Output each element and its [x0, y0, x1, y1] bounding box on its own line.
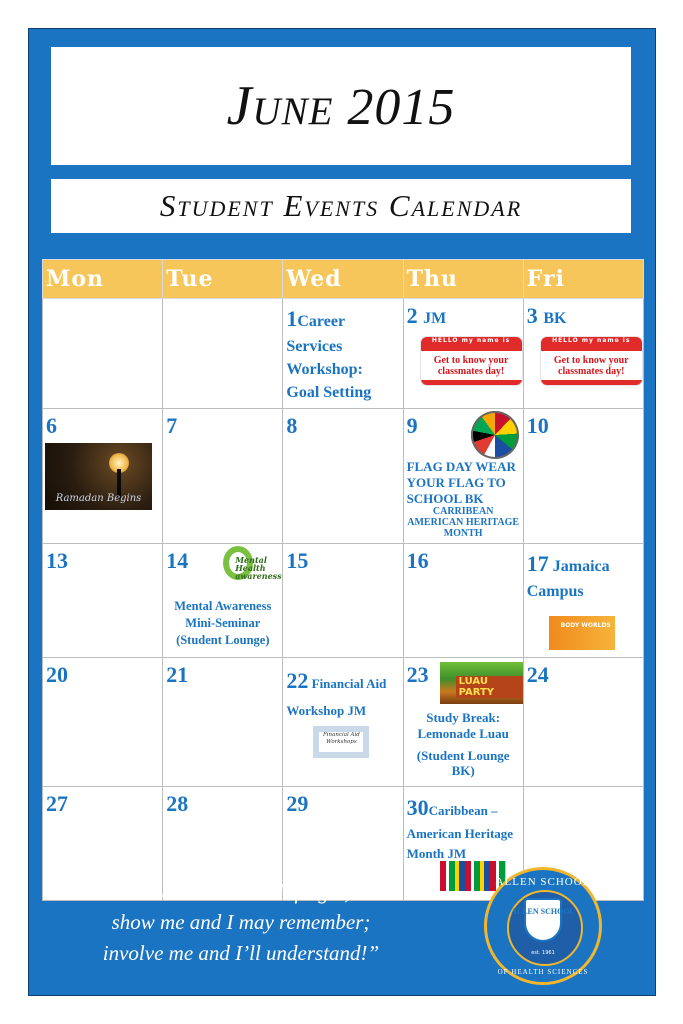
event-text: JM [423, 310, 447, 327]
day-number: 28 [166, 791, 189, 817]
quote [61, 877, 421, 968]
day-number: 22 [286, 668, 309, 694]
day-cell [163, 409, 283, 544]
day-number: 7 [166, 413, 178, 439]
event-text: Jamaica Campus [526, 558, 610, 601]
day-number: 10 [526, 413, 549, 439]
day-cell [283, 409, 403, 544]
week-row [43, 658, 644, 787]
day-number: 29 [286, 791, 309, 817]
day-number: 24 [526, 662, 549, 688]
day-cell [283, 544, 403, 658]
body-worlds-caption: BODY WORLDS [560, 622, 611, 630]
event-text: FLAG DAY WEAR YOUR FLAG TO SCHOOL BK [406, 459, 516, 506]
week-row [43, 544, 644, 658]
day-cell [283, 299, 403, 409]
day-number: 6 [46, 413, 57, 439]
seal-est-text: est. 1961 [531, 950, 555, 956]
event-subtext: CARRIBEAN AMERICAN HERITAGE MONTH [407, 506, 520, 540]
day-cell [43, 409, 163, 544]
page-title [227, 74, 456, 138]
world-flags-globe-icon [471, 411, 519, 459]
day-number: 2 [406, 303, 418, 328]
day-number: 14 [166, 548, 189, 574]
day-cell [163, 544, 283, 658]
day-number: 13 [46, 548, 68, 574]
day-cell [523, 299, 643, 409]
name-tag-badge [421, 337, 522, 385]
weekday-fri: Fri [523, 260, 643, 299]
day-cell [403, 299, 523, 409]
day-cell [403, 409, 523, 544]
name-tag-badge [541, 337, 642, 385]
event-text: Career Services Workshop: Goal Setting [286, 313, 372, 402]
day-number: 1 [286, 306, 298, 331]
body-worlds-image [549, 616, 615, 650]
seal-top-text: ALLEN SCHOOL [495, 876, 591, 888]
day-30-event [407, 791, 520, 863]
day-cell [283, 658, 403, 787]
weekday-mon: Mon [43, 260, 163, 299]
day-number: 8 [286, 413, 298, 439]
quote-line: “Teach me and I’ll forget; [130, 880, 352, 904]
day-number: 21 [166, 662, 189, 688]
seal-bottom-text: OF HEALTH SCIENCES [497, 968, 589, 976]
quote-line: involve me and I’ll understand!” [102, 940, 380, 965]
day-number: 15 [286, 548, 309, 574]
badge-band: HELLO my name is [421, 337, 522, 351]
badge-text: Get to know your classmates day! [433, 355, 509, 377]
day-cell [43, 658, 163, 787]
seal-center-text: ALLEN SCHOOL [511, 907, 575, 916]
badge-band: HELLO my name is [541, 337, 642, 351]
event-text: Study Break: Lemonade Luau [417, 710, 509, 741]
event-text: Mental Awareness Mini-Seminar (Student Lounge) [174, 599, 272, 647]
day-cell [523, 409, 643, 544]
shield-icon [524, 898, 562, 942]
day-1-event [286, 303, 399, 404]
title-box [51, 47, 631, 165]
event-text: Caribbean – American Heritage Month JM [406, 803, 514, 861]
day-cell [403, 658, 523, 787]
ramadan-image [45, 443, 152, 510]
week-row [43, 299, 644, 409]
day-number: 20 [46, 662, 68, 688]
page-subtitle: Student Events Calendar [159, 188, 523, 223]
title-month: June [226, 75, 334, 137]
luau-party-image [440, 662, 523, 704]
luau-caption: LUAU PARTY [456, 676, 523, 698]
weekday-header-row [43, 260, 644, 299]
day-cell [43, 544, 163, 658]
ramadan-caption: Ramadan Begins [55, 493, 142, 505]
school-seal-logo [484, 867, 602, 985]
calendar-poster [28, 28, 656, 996]
day-number: 3 [526, 303, 538, 328]
ribbon-caption: Mental Health awareness [235, 555, 282, 582]
badge-foot [541, 380, 642, 385]
weekday-thu: Thu [403, 260, 523, 299]
subtitle-box [51, 179, 631, 233]
quote-line: show me and I may remember; [111, 910, 371, 935]
day-number: 30 [406, 795, 429, 821]
day-17-event [527, 548, 640, 603]
day-cell [523, 544, 643, 658]
day-number: 27 [46, 791, 68, 817]
week-row [43, 409, 644, 544]
calendar-grid [42, 259, 644, 901]
financial-aid-sign-image [313, 726, 369, 758]
financial-aid-sign-caption: Financial Aid Workshops [319, 732, 363, 752]
event-text: Financial Aid Workshop JM [286, 676, 387, 718]
weekday-tue: Tue [163, 260, 283, 299]
day-cell [43, 299, 163, 409]
awareness-ribbon-icon [209, 546, 282, 598]
badge-foot [421, 380, 522, 385]
event-subtext: (Student Lounge BK) [416, 748, 510, 778]
day-cell [163, 299, 283, 409]
event-text: BK [543, 310, 567, 327]
day-number: 23 [406, 662, 429, 688]
day-cell [403, 544, 523, 658]
day-cell [523, 658, 643, 787]
badge-text: Get to know your classmates day! [553, 355, 629, 377]
day-number: 9 [406, 413, 418, 439]
day-cell [163, 658, 283, 787]
day-number: 16 [406, 548, 429, 574]
day-number: 17 [526, 551, 549, 577]
day-22-event [286, 662, 399, 721]
weekday-wed: Wed [283, 260, 403, 299]
title-year: 2015 [347, 79, 456, 136]
